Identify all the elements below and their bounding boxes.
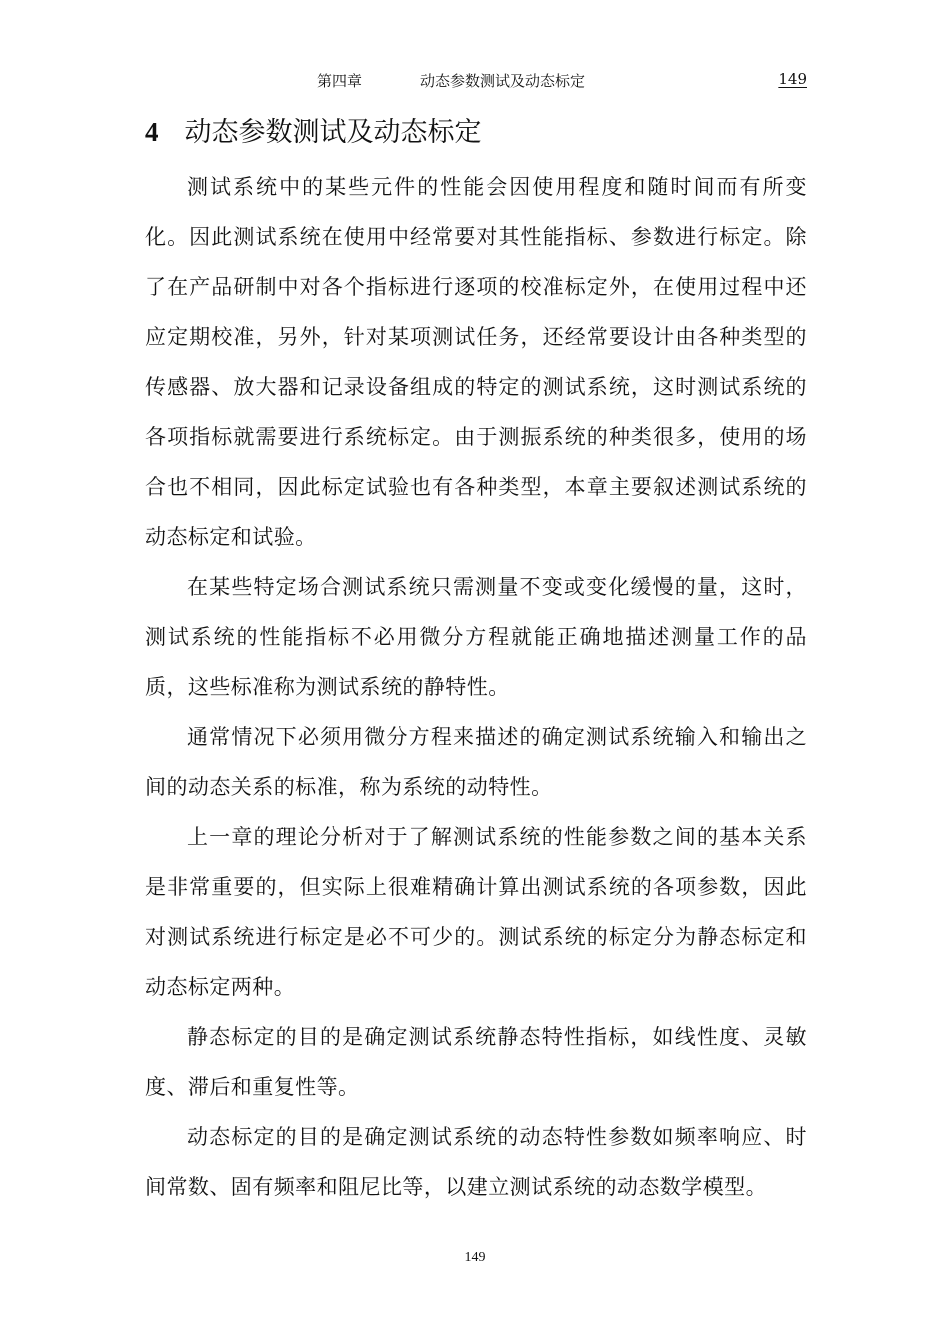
header-page-number: 149 [778,70,807,88]
body-text [145,162,807,1212]
footer-page-number: 149 [464,1250,486,1265]
paragraph: 动态标定的目的是确定测试系统的动态特性参数如频率响应、时间常数、固有频率和阻尼比等，以建立测试系统的动态数学模型。 [145,1125,807,1199]
paragraph: 上一章的理论分析对于了解测试系统的性能参数之间的基本关系是非常重要的，但实际上很难精确计算出测试系统的各项参数，因此对测试系统进行标定是必不可少的。测试系统的标定分为静态标定和动态标定两种。 [145,825,807,999]
paragraph: 静态标定的目的是确定测试系统静态特性指标，如线性度、灵敏度、滞后和重复性等。 [145,1025,807,1099]
section-number: 4 [145,117,159,147]
page-header [145,68,807,92]
header-chapter-title: 动态参数测试及动态标定 [420,72,586,90]
paragraph: 通常情况下必须用微分方程来描述的确定测试系统输入和输出之间的动态关系的标准，称为系统的动特性。 [145,725,807,799]
page-footer [0,1250,950,1266]
paragraph: 测试系统中的某些元件的性能会因使用程度和随时间而有所变化。因此测试系统在使用中经常要对其性能指标、参数进行标定。除了在产品研制中对各个指标进行逐项的校准标定外，在使用过程中还应定期校准，另外，针对某项测试任务，还经常要设计由各种类型的传感器、放大器和记录设备组成的特定的测试系统，这时测试系统的各项指标就需要进行系统标定。由于测振系统的种类很多，使用的场合也不相同，因此标定试验也有各种类型，本章主要叙述测试系统的动态标定和试验。 [145,175,807,549]
section-heading [145,112,482,153]
header-chapter-label: 第四章 [317,72,363,90]
section-title: 动态参数测试及动态标定 [184,117,482,148]
paragraph: 在某些特定场合测试系统只需测量不变或变化缓慢的量，这时，测试系统的性能指标不必用微分方程就能正确地描述测量工作的品质，这些标准称为测试系统的静特性。 [145,575,807,699]
